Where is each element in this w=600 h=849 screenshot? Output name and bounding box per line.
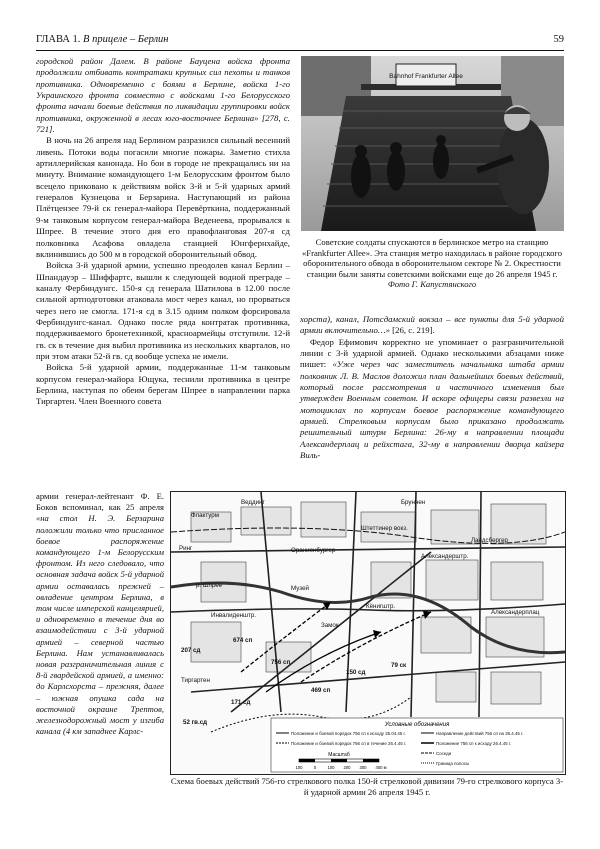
chapter-label: ГЛАВА 1.	[36, 34, 81, 45]
label-brunnen: Бруннен	[401, 499, 426, 506]
running-header	[36, 34, 564, 48]
label-79sk: 79 ск	[391, 662, 407, 669]
quote-end-text: хорста), канал, Потсдамский вокзал – все пункты для 5-й ударной армии включительно…»	[300, 314, 564, 336]
legend-item-0: Положение и боевой порядок 756 сп к исходу 25.04.45 г.	[291, 731, 406, 736]
label-150sd: 150 сд	[346, 669, 366, 676]
label-tiergarten: Тиргартен	[181, 677, 210, 684]
label-alexanderstr: Александерштр.	[421, 553, 469, 560]
legend-item-4: Соседи	[436, 751, 452, 756]
label-schloss: Замок	[321, 622, 339, 629]
label-ring: Ринг	[179, 545, 193, 552]
map-caption: Схема боевых действий 756-го стрелкового полка 150-й стрелковой дивизии 79-го стрелкового корпуса 3-й ударной армии 26 апреля 1945 г.	[170, 776, 564, 797]
header-rule	[36, 50, 564, 51]
left-narrow-column	[36, 491, 164, 737]
label-756: 756 сп	[271, 659, 291, 666]
scale-value-0: 100	[295, 765, 303, 770]
label-469: 469 сп	[311, 687, 331, 694]
left-column	[36, 56, 290, 408]
bokov-intro: армии генерал-лейтенант Ф. Е. Боков вспоминал, как 25 апреля	[36, 491, 164, 513]
label-207sd: 207 сд	[181, 647, 201, 654]
label-171sd: 171 сд	[231, 699, 251, 706]
legend-item-5: Граница полосы	[436, 761, 470, 766]
label-52gvsd: 52 гв.сд	[183, 719, 208, 726]
paragraph-quote-end	[300, 314, 564, 337]
subway-photo-illustration	[301, 56, 564, 231]
legend-item-2: Направление действий 756 сп на 26.4.45 г.	[436, 731, 524, 736]
scale-value-4: 300	[359, 765, 367, 770]
label-spree: р. Шпрее	[196, 582, 223, 589]
scale-value-2: 100	[327, 765, 335, 770]
right-column	[300, 314, 564, 461]
chapter-heading	[36, 34, 169, 45]
quote-end-ref: [26, с. 219].	[389, 325, 435, 336]
paragraph-bokov-quote	[36, 491, 164, 737]
subway-photo	[301, 56, 564, 231]
scale-value-3: 200	[343, 765, 351, 770]
paragraph-night-rain: В ночь на 26 апреля над Берлином разразился сильный весенний ливень. Потоки воды погасили многие пожары. Заметно стихла артиллерийская канонада. Но бои в городе не прекращались ни на минуту. Внимание командующего 1-м Белорусским фронтом было всецело приковано к действиям войск 3-й и 5-й ударных армий генералов Кузнецова и Берзарина. Наступающий из района Плётцензее 79-й ск генерал-майора Перевёрткина, поддержанный 9-м танковым корпусом генерал-майора Веденеева, прорывался к Шпрее. В течение этого дня его правофланговая 207-я сд полковника Асафова овладела станцией Юнгфернхайде, вклинившись до 500 м в городской оборонительный обвод.	[36, 135, 290, 259]
label-invaliden: Инвалиденштр.	[211, 612, 257, 619]
battle-map	[170, 491, 566, 775]
legend-item-1: Положение и боевой порядок 756 сп в течение 26.4.45 г.	[291, 741, 407, 746]
legend-title: Условные обозначения	[384, 722, 450, 728]
paragraph-bokov-plan	[300, 337, 564, 462]
photo-caption-text: Советские солдаты спускаются в берлинское метро на станцию «Frankfurter Allee». Эта станция метро находилась в районе городского оборонительного обвода в оборонительном секторе № 2. Окрестности станции были заняты советскими войсками еще до 26 апреля 1945 г.	[302, 237, 562, 279]
scale-label: Масштаб	[328, 752, 350, 758]
photo-credit: Фото Г. Капустянского	[387, 279, 477, 290]
label-674: 674 сп	[233, 637, 253, 644]
label-koenigstr: Кёнигштр.	[366, 603, 396, 610]
label-landsberger: Ландсбергер	[471, 537, 508, 544]
bokov-plan-intro: Федор Ефимович корректно не упоминает о разграничительной линии с 3-й ударной армией. Однако несколькими абзацами ниже пишет:	[300, 336, 564, 370]
paragraph-continuation: городской район Далем. В районе Бауцена войска фронта продолжали отбивать контратаки крупных сил пехоты и танков противника. Одновременно с боями в Берлине, войска 1-го Украинского фронта совместно с войсками 1-го Белорусского фронта начали боевые действия по ликвидации группировки войск противника, окруженной в лесах юго-восточнее Берлина» [278, с. 721].	[36, 56, 290, 135]
label-museum: Музей	[291, 585, 309, 592]
label-wedding: Веддинг	[241, 499, 265, 506]
chapter-title: В прицеле – Берлин	[83, 34, 169, 45]
bokov-quote: «на стол Н. Э. Берзарина положили только что присланное боевое распоряжение командующего 1-м Белорусским фронтом. Из него следовало, что основная задача войск 5-й ударной армии оставалась прежней – овладение центром Берлина, в том числе имперской канцелярией, и одновременно в течение дня во взаимодействии с 3-й ударной армией – северной частью Берлина. Нам устанавливалась новая разграничительная линия с 8-й гвардейской армией, а именно: до Карлсхорста – прежняя, далее – южная опушка сада на восточной окраине Трептов, железнодорожный мост у изгиба канала (4 км западнее Карлс-	[36, 513, 164, 737]
photo-caption	[300, 237, 564, 290]
label-flakturm: Флактурм	[191, 512, 219, 519]
scale-value-1: 0	[313, 765, 317, 770]
legend-item-3: Положение 756 сп к исходу 26.4.45 г.	[436, 741, 512, 746]
paragraph-3rd-shock-army: Войска 3-й ударной армии, успешно преодолев канал Берлин – Шпандауэр – Шиффартс, вышли к следующей водной преграде – каналу Фербиндунгс. 150-я сд генерала Шатилова в 12.00 после сильной артподготовки атаковала мост через канал, но прорваться через него не смогла. 171-я сд в 3.15 одним полком форсировала Фербиндунгс-канал. Однако после ряда контратак противника, поддерживаемого бронетехникой, красноармейцы отступили. 12-й гв. ск в течение дня выбил противника из нескольких кварталов, но при этом атаки 52-й гв. сд вообще успеха не имели.	[36, 260, 290, 361]
map-legend	[271, 718, 563, 772]
label-bahnhof: Штеттинер вокз.	[361, 525, 408, 532]
battle-map-drawing	[171, 492, 565, 774]
paragraph-5th-shock-army: Войска 5-й ударной армии, поддержанные 11-м танковым корпусом генерал-майора Ющука, теснили противника в центре Берлина, наступая по обеим берегам Шпрее в направлении парка Тиргартен. Член Военного совета	[36, 362, 290, 407]
bokov-plan-quote: «Уже через час заместитель начальника штаба армии полковник Л. В. Маслов доложил план дальнейших боевых действий, который после рассмотрения и частичного изменения был утвержден Военным советом. И вскоре офицеры связи развезли на мотоциклах по корпусам боевое распоряжение командующего армией. Стрелковым корпусам было приказано продолжать решительный штурм Берлина: 26-му в направлении площади Александерплац и рейхстага, 32-му в направлении дворца кайзера Виль-	[300, 359, 564, 461]
station-sign-text: Bahnhof Frankfurter Allee	[389, 73, 463, 80]
page-number: 59	[553, 34, 564, 45]
label-oranienburger: Ораниенбургер	[291, 547, 336, 554]
label-alexanderplatz: Александерплац	[491, 609, 540, 616]
scale-value-5: 400 м	[375, 765, 387, 770]
